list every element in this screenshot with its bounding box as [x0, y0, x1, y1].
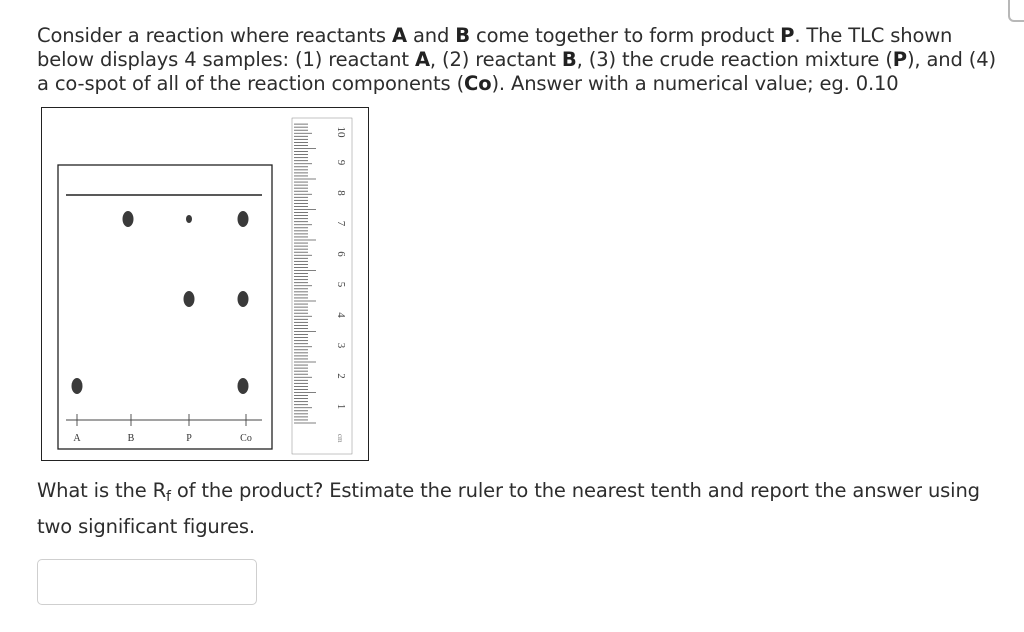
question-text: Consider a reaction where reactants A and B come together to form product P. The TLC shown below displays 4 samples: (1) reactant A, (2) reactant B, (3) the crude reaction mixture (P), and (4) a co-spot of all of the reaction components (Co). Answer with a numerical value; eg. 0.10: [37, 24, 996, 95]
ruler-number: 4: [335, 312, 347, 318]
ruler-unit-label: cm: [336, 434, 344, 443]
spot-co-middle: [238, 291, 249, 307]
spot-b: [123, 211, 134, 227]
ruler-number: 5: [335, 281, 347, 288]
ruler-number: 6: [335, 251, 347, 257]
ruler-number: 1: [335, 403, 347, 410]
lane-label-a: A: [73, 433, 81, 444]
spot-p-faint: [186, 215, 192, 223]
ruler-number: 10: [335, 126, 347, 138]
lane-label-b: B: [127, 433, 135, 444]
followup-question: What is the $R_f$ of the product? Estimate the ruler to the nearest tenth and report the answer using two significant figures.: [37, 479, 980, 538]
scroll-tab[interactable]: [1008, 0, 1024, 22]
spot-a: [72, 378, 83, 394]
spot-co-top: [238, 211, 249, 227]
lane-label-p: P: [186, 433, 192, 444]
lane-label-co: Co: [240, 433, 252, 444]
spot-p-product: [184, 291, 195, 307]
ruler-number: 7: [335, 220, 347, 227]
tlc-figure: [41, 107, 369, 461]
tlc-plate: [58, 165, 272, 449]
ruler-number: 2: [335, 373, 347, 379]
ruler-number: 9: [335, 159, 347, 166]
ruler-number: 3: [335, 342, 347, 349]
ruler-number: 8: [335, 190, 347, 196]
answer-input[interactable]: [37, 559, 257, 605]
spot-co-bottom: [238, 378, 249, 394]
